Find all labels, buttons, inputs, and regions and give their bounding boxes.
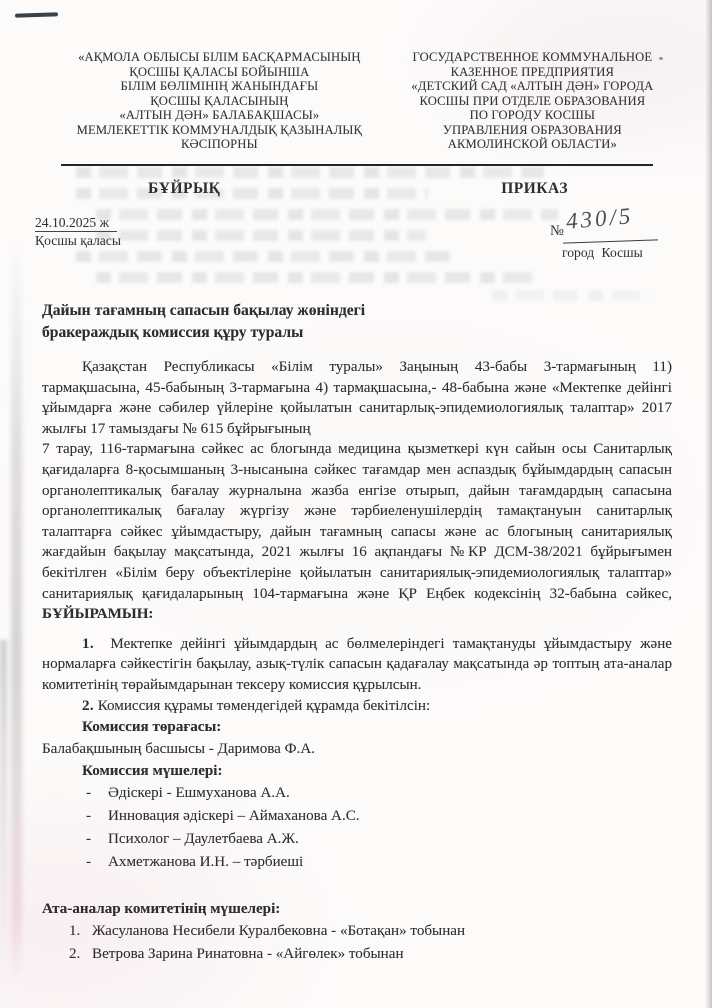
letterhead-kk-line: «АҚМОЛА ОБЛЫСЫ БІЛІМ БАСҚАРМАСЫНЫҢ: [78, 50, 361, 64]
document-title-line: бракераждық комиссия құру туралы: [42, 324, 304, 342]
order-item-1: [42, 634, 672, 696]
order-city-kk: Қосшы қаласы: [35, 233, 121, 249]
letterhead-ru-line: КОСШЫ ПРИ ОТДЕЛЕ ОБРАЗОВАНИЯ: [419, 93, 646, 108]
order-item-2-number: 2.: [82, 697, 94, 714]
order-item-1-number: 1.: [82, 635, 94, 652]
parent-member: [42, 920, 672, 943]
commission-member: [42, 805, 672, 828]
commission-members-heading: Комиссия мүшелері:: [82, 763, 223, 780]
order-label-kk: БҰЙРЫҚ: [148, 180, 221, 198]
order-number-sign: №: [550, 223, 564, 240]
preamble-text: 7 тарау, 116-тармағына сәйкес ас блогында медицина қызметкері күн сайын осы Санитарлық қағидаларға 8-қосымшаның 3-нысанына сәйкес тағамдар мен аспаздық бұйымдардың сапасын органолептикалық бағалау журналына жазба енгізе отырып, дайын тағамдардың сапасына органолептикалық бағалау жүргізу және тәрбиеленушілердің тамақтануын санитарлық талаптарға сәйкес ұйымдастыру, дайын тағамның сапасы және ас блогының санитариялық жағдайын бақылау мақсатында, 2021 жылғы 16 ақпандағы №КР ДСМ-38/2021 бұйрығымен бекітілген «Білім беру объектілеріне қойылатын санитариялық-эпидемиологиялық талаптар» санитариялық қағидаларының 104-тармағына және ҚР Еңбек кодексінің 32-бабына сәйкес,: [42, 441, 672, 602]
document-title-line: Дайын тағамның сапасын бақылау жөніндегі: [42, 302, 366, 320]
document-title: [42, 300, 542, 344]
letterhead-ru-line: КАЗЕННОЕ ПРЕДПРИЯТИЯ: [450, 64, 615, 79]
commission-chair: Балабақшының басшысы - Даримова Ф.А.: [42, 741, 316, 758]
commission-member: [42, 851, 672, 874]
order-number-handwritten: 430/5: [564, 203, 635, 234]
letterhead-kk-line: МЕМЛЕКЕТТІК КОММУНАЛДЫҚ ҚАЗЫНАЛЫҚ: [76, 122, 363, 137]
order-verb: БҰЙЫРАМЫН:: [42, 606, 154, 623]
letterhead-kk-line: «АЛТЫН ДӘН» БАЛАБАҚШАСЫ»: [119, 108, 320, 122]
letterhead-kk-line: ҚОСШЫ ҚАЛАСЫ БОЙЫНША: [129, 64, 310, 79]
list-number: 1.: [69, 923, 81, 940]
letterhead-kk-line: ҚОСШЫ ҚАЛАСЫНЫҢ: [150, 93, 289, 108]
parent-member-text: Ветрова Зарина Ринатовна - «Айгөлек» тобынан: [92, 945, 404, 962]
preamble-paragraph-2: [42, 439, 672, 624]
letterhead-ru: [381, 50, 684, 152]
parent-member-text: Жасуланова Несибели Куралбековна - «Ботақан» тобынан: [92, 923, 466, 940]
letterhead-ru-line: ГОСУДАРСТВЕННОЕ КОММУНАЛЬНОЕ: [412, 50, 653, 64]
commission-chair-heading: Комиссия төрағасы:: [82, 719, 222, 736]
letterhead-ru-line: ПО ГОРОДУ КОСШЫ: [469, 108, 596, 122]
dash-bullet: -: [86, 830, 92, 847]
dash-bullet: -: [86, 785, 92, 802]
order-date-block: [35, 214, 121, 260]
order-label-ru: ПРИКАЗ: [501, 180, 568, 198]
commission-member-text: Әдіскері - Ешмуханова А.А.: [108, 785, 290, 802]
commission-member-text: Инновация әдіскері – Аймаханова А.С.: [108, 807, 360, 824]
order-meta-row: [35, 203, 672, 261]
order-number-block: [550, 203, 672, 261]
letterhead-kk: [58, 50, 381, 152]
parent-member: [42, 943, 672, 966]
order-item-2-text: Комиссия құрамы төмендегідей құрамда бекітілсін:: [97, 697, 431, 714]
preamble-paragraph-1: Қазақстан Республикасы «Білім туралы» Заңының 43-бабы 3-тармағының 11) тармақшасына, 45-бабының 3-тармағына 4) тармақшасына,- 48-бабына және «Мектепке дейінгі ұйымдарға және сәбилер үйлеріне қойылатын санитарлық-эпидемиологиялық талаптар» 2017 жылғы 17 тамыздағы № 615 бұйрығының: [42, 359, 672, 437]
commission-member-text: Ахметжанова И.Н. – тәрбиеші: [108, 853, 304, 870]
commission-member: [42, 782, 672, 805]
dash-bullet: -: [86, 853, 92, 870]
commission-member-text: Психолог – Даулетбаева А.Ж.: [108, 830, 299, 847]
letterhead-divider-rule: [61, 164, 653, 167]
letterhead-kk-line: КӘСІПОРНЫ: [181, 137, 258, 151]
letterhead-ru-line: УПРАВЛЕНИЯ ОБРАЗОВАНИЯ: [442, 122, 622, 137]
letterhead: [42, 50, 672, 152]
letterhead-ru-line: АКМОЛИНСКОЙ ОБЛАСТИ»: [447, 137, 617, 151]
parents-heading: Ата-аналар комитетінің мүшелері:: [42, 901, 281, 918]
order-date: 24.10.2025 ж: [35, 215, 117, 232]
order-city-ru: город Косшы: [562, 245, 643, 261]
letterhead-ru-line: «ДЕТСКИЙ САД «АЛТЫН ДӘН» ГОРОДА: [411, 79, 654, 93]
order-label-row: [42, 180, 672, 198]
letterhead-kk-line: БІЛІМ БӨЛІМІНІҢ ЖАНЫНДАҒЫ: [120, 79, 319, 93]
dash-bullet: -: [86, 807, 92, 824]
commission-member: [42, 828, 672, 851]
list-number: 2.: [69, 945, 81, 962]
order-number-underline: [563, 239, 658, 243]
order-item-1-text: Мектепке дейінгі ұйымдардың ас бөлмелеріндегі тамақтануды ұйымдастыру және нормаларға сәйкестігін бақылау, азық-түлік сапасын қадағалау мақсатында әр топтың ата-аналар комитетінің төрайымдарынан тексеру комиссия құрылсын.: [42, 635, 673, 693]
order-item-2: [42, 696, 672, 717]
